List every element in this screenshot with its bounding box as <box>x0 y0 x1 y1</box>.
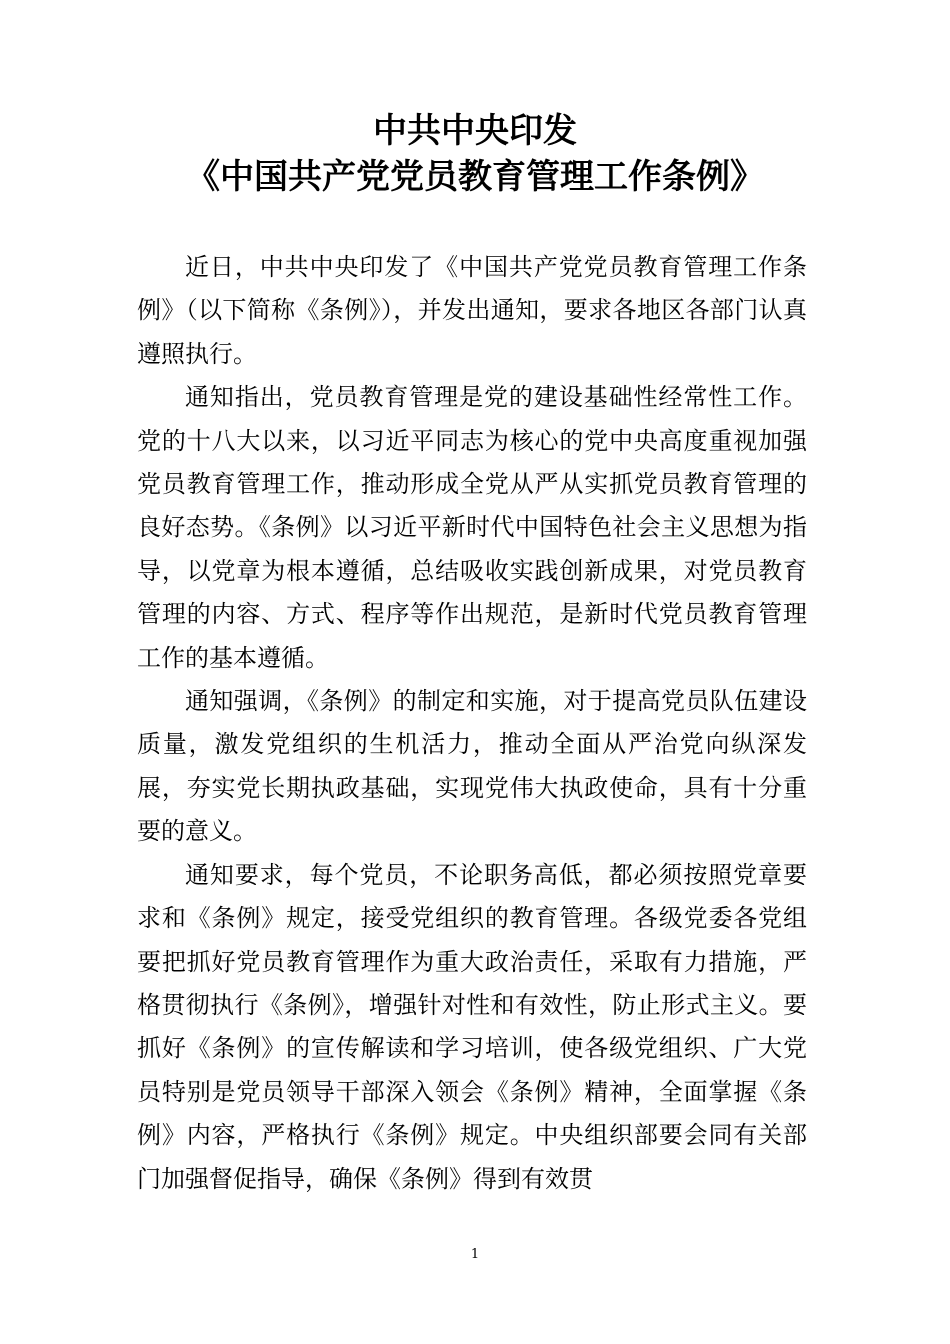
page-number: 1 <box>470 1247 480 1262</box>
paragraph-1: 近日，中共中央印发了《中国共产党党员教育管理工作条例》（以下简称《条例》），并发出通知，要求各地区各部门认真遵照执行。 <box>137 253 807 368</box>
title-line-1: 中共中央印发 <box>373 111 577 151</box>
paragraph-3: 通知强调，《条例》的制定和实施，对于提高党员队伍建设质量，激发党组织的生机活力，推动全面从严治党向纵深发展，夯实党长期执政基础，实现党伟大执政使命，具有十分重要的意义。 <box>137 687 807 846</box>
paragraph-2: 通知指出，党员教育管理是党的建设基础性经常性工作。党的十八大以来，以习近平同志为核心的党中央高度重视加强党员教育管理工作，推动形成全党从严从实抓党员教育管理的良好态势。《条例》以习近平新时代中国特色社会主义思想为指导，以党章为根本遵循，总结吸收实践创新成果，对党员教育管理的内容、方式、程序等作出规范，是新时代党员教育管理工作的基本遵循。 <box>137 383 807 672</box>
document-body <box>137 246 807 1201</box>
paragraph-4: 通知要求，每个党员，不论职务高低，都必须按照党章要求和《条例》规定，接受党组织的教育管理。各级党委各党组要把抓好党员教育管理作为重大政治责任，采取有力措施，严格贯彻执行《条例》，增强针对性和有效性，防止形式主义。要抓好《条例》的宣传解读和学习培训，使各级党组织、广大党员特别是党员领导干部深入领会《条例》精神，全面掌握《条例》内容，严格执行《条例》规定。中央组织部要会同有关部门加强督促指导，确保《条例》得到有效贯 <box>137 860 807 1193</box>
title-line-2: 《中国共产党党员教育管理工作条例》 <box>186 157 764 197</box>
document-title <box>0 108 950 200</box>
